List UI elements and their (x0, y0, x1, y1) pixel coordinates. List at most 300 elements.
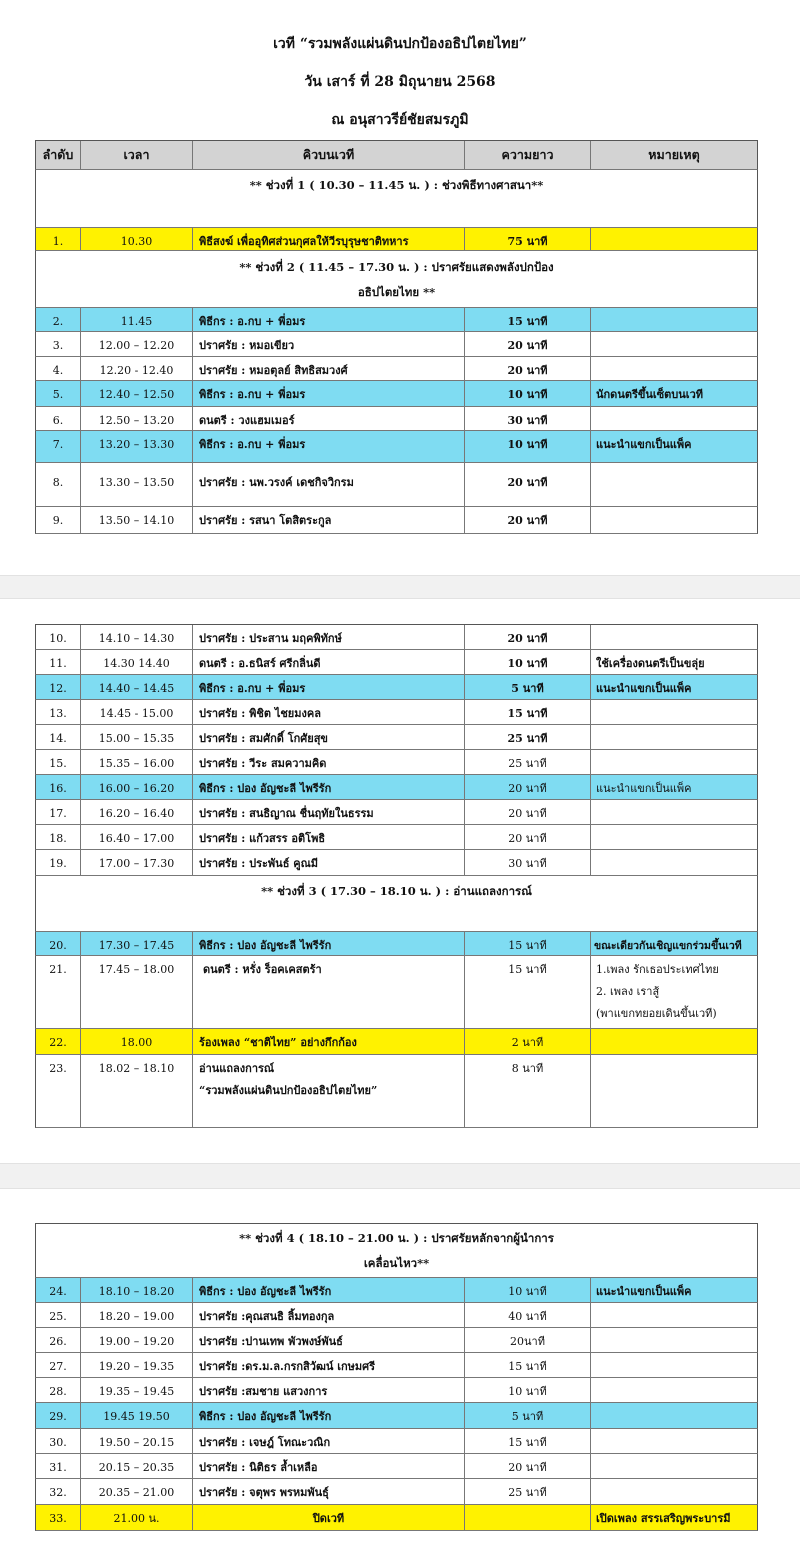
cell-note (590, 1278, 757, 1302)
cell-text: 18. (49, 832, 67, 845)
cell-order (36, 775, 80, 799)
cell-text: 75 นาที (507, 235, 548, 248)
cell-cue (192, 507, 464, 533)
cell-time (80, 1378, 192, 1402)
table-row (35, 1454, 758, 1479)
cell-time (80, 1454, 192, 1478)
cell-time (80, 775, 192, 799)
cell-time (80, 463, 192, 506)
table-row (35, 956, 758, 1029)
cell-length (464, 357, 590, 380)
cell-cue (192, 431, 464, 462)
cell-cue (192, 1403, 464, 1428)
cell-text: 8 นาที (511, 1062, 544, 1075)
cell-time (80, 332, 192, 356)
cell-length (464, 850, 590, 875)
table-row (35, 1055, 758, 1128)
cell-text: 16.20 – 16.40 (98, 807, 175, 820)
table-row (35, 1328, 758, 1353)
cell-length (464, 1303, 590, 1327)
cell-text: ปราศรัย :ดร.ม.ล.กรกสิวัฒน์ เกษมศรี (199, 1360, 376, 1373)
cell-text: ลำดับ (42, 147, 74, 162)
cell-note (590, 381, 757, 406)
cell-text: 14.45 - 15.00 (99, 707, 174, 720)
cell-text: 31. (49, 1461, 67, 1474)
cell-text: ปราศรัย : สนธิญาณ ชื่นฤทัยในธรรม (199, 807, 374, 820)
cell-order (36, 750, 80, 774)
cell-time (80, 1429, 192, 1453)
cell-text: 20 นาที (507, 339, 548, 352)
cell-text: 11. (49, 657, 67, 670)
cell-text: อ่านแถลงการณ์ (199, 1062, 275, 1075)
cell-text: 25 นาที (508, 757, 547, 770)
cell-text: 30. (49, 1436, 67, 1449)
cell-text: 4. (52, 364, 64, 377)
cell-text (596, 1328, 757, 1334)
cell-text: 14.40 – 14.45 (98, 682, 175, 695)
cell-text (596, 850, 757, 856)
cell-order (36, 1353, 80, 1377)
cell-text: 1. (52, 235, 64, 248)
cell-length (464, 1029, 590, 1054)
section-2-label: ** ช่วงที่ 2 ( 11.45 – 17.30 น. ) : ปราศรัยแสดงพลังปกป้อง (239, 260, 554, 274)
cell-text: 19.00 – 19.20 (98, 1335, 175, 1348)
cell-order (36, 1403, 80, 1428)
cell-text: ปราศรัย : นพ.วรงค์ เดชกิจวิกรม (199, 476, 354, 489)
cell-note (590, 1378, 757, 1402)
cell-text: 19.45 19.50 (103, 1410, 170, 1423)
cell-note (590, 357, 757, 380)
cell-note (590, 431, 757, 462)
cell-text: ขณะเดียวกันเชิญแขกร่วมขึ้นเวที (594, 940, 742, 952)
cell-text: 16. (49, 782, 67, 795)
cell-text (596, 825, 757, 831)
cell-cue (192, 750, 464, 774)
cell-order (36, 1505, 80, 1530)
cell-order (36, 1429, 80, 1453)
cell-text: 15 นาที (507, 707, 548, 720)
table-row (35, 675, 758, 700)
table-row (35, 228, 758, 251)
cell-note (590, 1029, 757, 1054)
cell-text: 16.40 – 17.00 (98, 832, 175, 845)
cell-text (596, 407, 757, 413)
section-3-label: ** ช่วงที่ 3 ( 17.30 – 18.10 น. ) : อ่านแถลงการณ์ (261, 884, 532, 898)
section-label-wrap (36, 170, 757, 227)
cell-cue (192, 1378, 464, 1402)
cell-text: 20 นาที (507, 476, 548, 489)
cell-order (36, 1479, 80, 1504)
cell-text: 2 นาที (511, 1036, 544, 1049)
table-row (35, 650, 758, 675)
cell-text: ความยาว (501, 147, 554, 162)
cell-time (80, 1403, 192, 1428)
cell-cue (192, 675, 464, 699)
cell-note (590, 407, 757, 430)
cell-note (590, 1454, 757, 1478)
cell-text: 14. (49, 732, 67, 745)
cell-text: 15 นาที (508, 1436, 547, 1449)
cell-text: แนะนำแขกเป็นแพ็ค (596, 1285, 692, 1298)
cell-note (590, 932, 757, 955)
cell-length (464, 825, 590, 849)
cell-order (36, 625, 80, 649)
table-row (35, 932, 758, 956)
cell-note (590, 507, 757, 533)
cell-text: 12.50 – 13.20 (98, 414, 175, 427)
cell-text: นักดนตรีขึ้นเซ็ตบนเวที (596, 388, 703, 401)
cell-text: ปราศรัย : สมศักดิ์ โกศัยสุข (199, 732, 328, 745)
cell-time (80, 507, 192, 533)
section-1-label: ** ช่วงที่ 1 ( 10.30 – 11.45 น. ) : ช่วงพิธีทางศาสนา** (249, 178, 544, 192)
cell-order (36, 1303, 80, 1327)
table-row (35, 850, 758, 876)
cell-text: พิธีกร : อ.กบ + พี่อมร (199, 438, 306, 451)
cell-text: พิธีกร : อ.กบ + พี่อมร (199, 315, 306, 328)
cell-text: 13.50 – 14.10 (98, 514, 175, 527)
cell-text: 15. (49, 757, 67, 770)
table-row (35, 1378, 758, 1403)
cell-text: พิธีกร : ปอง อัญชะลี ไพรีรัก (199, 1410, 332, 1423)
cell-text (596, 1403, 757, 1409)
cell-text: “รวมพลังแผ่นดินปกป้องอธิปไตยไทย” (199, 1084, 378, 1097)
cell-text: ปราศรัย : ประพันธ์ คูณมี (199, 857, 319, 870)
cell-text (596, 357, 757, 363)
cell-text: ร้องเพลง “ชาติไทย” อย่างกึกก้อง (199, 1036, 357, 1049)
cell-length (464, 750, 590, 774)
cell-length (464, 625, 590, 649)
section-row-2 (35, 251, 758, 308)
cell-text: 20 นาที (508, 807, 547, 820)
section-2-label-cont: อธิปไตยไทย ** (357, 285, 436, 299)
cell-cue (192, 956, 464, 1028)
cell-note (590, 1303, 757, 1327)
column-header-cue (192, 141, 464, 169)
cell-length (464, 381, 590, 406)
cell-length (464, 800, 590, 824)
cell-text: 1.เพลง รักเธอประเทศไทย (596, 963, 719, 976)
cell-cue (192, 308, 464, 331)
cell-note (590, 775, 757, 799)
cell-text (596, 1454, 757, 1460)
cell-text: ปราศรัย : พิชิต ไชยมงคล (199, 707, 321, 720)
cell-order (36, 825, 80, 849)
cell-text: 10 นาที (507, 388, 548, 401)
cell-cue (192, 1029, 464, 1054)
cell-text: 13. (49, 707, 67, 720)
cell-length (464, 1429, 590, 1453)
table-row (35, 750, 758, 775)
cell-text: ปราศรัย : นิติธร ล้ำเหลือ (199, 1461, 318, 1474)
cell-cue (192, 700, 464, 724)
cell-order (36, 332, 80, 356)
cell-time (80, 357, 192, 380)
cell-cue (192, 1278, 464, 1302)
section-label-wrap (36, 251, 757, 307)
cell-text: 19. (49, 857, 67, 870)
cell-note (590, 750, 757, 774)
cell-time (80, 1303, 192, 1327)
table-header-row (35, 140, 758, 170)
cell-note (590, 1479, 757, 1504)
cell-text: 27. (49, 1360, 67, 1373)
cell-cue (192, 725, 464, 749)
cell-order (36, 1378, 80, 1402)
cell-text: 24. (49, 1285, 67, 1298)
cell-text: พิธีกร : อ.กบ + พี่อมร (199, 388, 306, 401)
cell-text: แนะนำแขกเป็นแพ็ค (596, 782, 692, 795)
cell-length (464, 775, 590, 799)
table-row (35, 357, 758, 381)
cell-text: 25. (49, 1310, 67, 1323)
cell-text: ดนตรี : หรั่ง ร็อคเคสตร้า (203, 963, 322, 976)
cell-text (596, 725, 757, 731)
table-row (35, 624, 758, 650)
cell-cue (192, 775, 464, 799)
cell-order (36, 800, 80, 824)
cell-note (590, 1353, 757, 1377)
cell-note (590, 1328, 757, 1352)
cell-time (80, 800, 192, 824)
column-header-no (36, 141, 80, 169)
cell-length (464, 725, 590, 749)
cell-text: 25 นาที (508, 1486, 547, 1499)
cell-text: 20 นาที (508, 1461, 547, 1474)
cell-note (590, 825, 757, 849)
cell-order (36, 463, 80, 506)
cell-text: 28. (49, 1385, 67, 1398)
cell-note (590, 1429, 757, 1453)
cell-order (36, 308, 80, 331)
cell-text: หมายเหตุ (648, 147, 700, 162)
cell-time (80, 725, 192, 749)
cell-length (464, 650, 590, 674)
cell-text: ดนตรี : อ.ธนิสร์ ศรีกลิ่นดี (199, 657, 321, 670)
cell-note (590, 725, 757, 749)
cell-text: 26. (49, 1335, 67, 1348)
cell-text: พิธีกร : อ.กบ + พี่อมร (199, 682, 306, 695)
cell-text: 20.35 – 21.00 (98, 1486, 175, 1499)
cell-text: 2. เพลง เราสู้ (596, 985, 660, 998)
cell-order (36, 932, 80, 955)
cell-order (36, 381, 80, 406)
cell-text: ปราศรัย : ประสาน มฤคพิทักษ์ (199, 632, 342, 645)
cell-text: ปราศรัย : หมอตุลย์ สิทธิสมวงศ์ (199, 364, 348, 377)
cell-order (36, 850, 80, 875)
cell-cue (192, 825, 464, 849)
cell-cue (192, 357, 464, 380)
cell-text: 13.20 – 13.30 (98, 438, 175, 451)
cell-text: 10. (49, 632, 67, 645)
table-row (35, 507, 758, 534)
cell-text: 16.00 – 16.20 (98, 782, 175, 795)
cell-text: 33. (49, 1512, 67, 1525)
cell-text: 22. (49, 1036, 67, 1049)
table-row (35, 332, 758, 357)
cell-time (80, 625, 192, 649)
cell-text: 18.00 (120, 1036, 153, 1049)
cell-text: 12.40 – 12.50 (98, 388, 175, 401)
cell-text: 20นาที (510, 1335, 545, 1348)
cell-order (36, 725, 80, 749)
table-row (35, 1429, 758, 1454)
cell-text: 18.10 – 18.20 (98, 1285, 175, 1298)
cell-text: ปราศรัย : รสนา โตสิตระกูล (199, 514, 332, 527)
cell-text: ใช้เครื่องดนตรีเป็นขลุ่ย (596, 657, 705, 670)
cell-length (464, 1479, 590, 1504)
table-row (35, 725, 758, 750)
cell-text: 5 นาที (511, 1410, 544, 1423)
table-row (35, 1353, 758, 1378)
cell-text: พิธีกร : ปอง อัญชะลี ไพรีรัก (199, 1285, 332, 1298)
cell-length (464, 1505, 590, 1530)
section-4-label-cont: เคลื่อนไหว** (363, 1256, 430, 1270)
document-title: เวที “รวมพลังแผ่นดินปกป้องอธิปไตยไทย” (273, 36, 527, 52)
cell-text: ดนตรี : วงแฮมเมอร์ (199, 414, 295, 427)
cell-note (590, 956, 757, 1028)
cell-text (596, 507, 757, 513)
cell-text: เวลา (123, 147, 150, 162)
cell-text (596, 228, 757, 234)
cell-order (36, 1454, 80, 1478)
cell-time (80, 956, 192, 1028)
cell-time (80, 1055, 192, 1127)
cell-text (596, 1429, 757, 1435)
cell-time (80, 431, 192, 462)
cell-cue (192, 332, 464, 356)
table-row (35, 1303, 758, 1328)
cell-text: 5 นาที (511, 682, 544, 695)
cell-text: 19.35 – 19.45 (98, 1385, 175, 1398)
cell-length (464, 228, 590, 250)
cell-text: 17.00 – 17.30 (98, 857, 175, 870)
cell-text: 15 นาที (507, 315, 548, 328)
cell-cue (192, 228, 464, 250)
cell-text (596, 1353, 757, 1359)
cell-order (36, 700, 80, 724)
cell-order (36, 357, 80, 380)
cell-text: ปิดเวที (312, 1512, 345, 1525)
cell-length (464, 1328, 590, 1352)
cell-length (464, 507, 590, 533)
cell-text: คิวบนเวที (302, 147, 355, 162)
cell-text (596, 1378, 757, 1384)
cell-text: แนะนำแขกเป็นแพ็ค (596, 682, 692, 695)
cell-time (80, 1505, 192, 1530)
cell-length (464, 956, 590, 1028)
cell-order (36, 407, 80, 430)
cell-text: 15.00 – 15.35 (98, 732, 175, 745)
cell-text: 40 นาที (508, 1310, 547, 1323)
cell-note (590, 675, 757, 699)
cell-text: 20 นาที (507, 514, 548, 527)
cell-text (596, 308, 757, 314)
cell-text: แนะนำแขกเป็นแพ็ค (596, 438, 692, 451)
cell-text: 10.30 (120, 235, 153, 248)
cell-text: 9. (52, 514, 64, 527)
cell-time (80, 675, 192, 699)
cell-text: 30 นาที (507, 414, 548, 427)
cell-cue (192, 650, 464, 674)
cell-order (36, 228, 80, 250)
cell-text: 15.35 – 16.00 (98, 757, 175, 770)
page-separator (0, 1163, 800, 1189)
table-row (35, 825, 758, 850)
cell-text: 25 นาที (507, 732, 548, 745)
cell-text: 10 นาที (507, 438, 548, 451)
cell-cue (192, 463, 464, 506)
cell-text (596, 1055, 757, 1061)
section-row-4 (35, 1223, 758, 1278)
cell-length (464, 1055, 590, 1127)
cell-cue (192, 1353, 464, 1377)
table-row (35, 1479, 758, 1505)
cell-note (590, 308, 757, 331)
cell-order (36, 1328, 80, 1352)
cell-text (465, 1505, 590, 1511)
cell-time (80, 932, 192, 955)
cell-length (464, 1454, 590, 1478)
cell-time (80, 1278, 192, 1302)
cell-cue (192, 800, 464, 824)
cell-text: 20 นาที (508, 782, 547, 795)
cell-time (80, 750, 192, 774)
section-row-1 (35, 170, 758, 228)
cell-cue (192, 1055, 464, 1127)
cell-time (80, 825, 192, 849)
cell-text (596, 700, 757, 706)
cell-cue (192, 1454, 464, 1478)
table-row (35, 775, 758, 800)
cell-text (596, 750, 757, 756)
cell-note (590, 625, 757, 649)
cell-length (464, 1378, 590, 1402)
cell-text: ปราศรัย :ปานเทพ พัวพงษ์พันธ์ (199, 1335, 343, 1348)
cell-order (36, 431, 80, 462)
cell-text: 15 นาที (508, 939, 547, 952)
cell-order (36, 956, 80, 1028)
cell-text: 15 นาที (508, 1360, 547, 1373)
table-row (35, 1403, 758, 1429)
section-label-wrap (36, 876, 757, 931)
cell-cue (192, 1328, 464, 1352)
cell-text: 12. (49, 682, 67, 695)
cell-text: (พาแขกทยอยเดินขึ้นเวที) (596, 1007, 717, 1020)
section-label-wrap (36, 1224, 757, 1277)
table-row (35, 407, 758, 431)
cell-text: พิธีกร : ปอง อัญชะลี ไพรีรัก (199, 782, 332, 795)
cell-time (80, 308, 192, 331)
cell-length (464, 1278, 590, 1302)
cell-text: พิธีสงฆ์ เพื่ออุทิศส่วนกุศลให้วีรบุรุษชาติทหาร (199, 235, 409, 248)
cell-length (464, 1353, 590, 1377)
cell-text: ปราศรัย : แก้วสรร อติโพธิ (199, 832, 326, 845)
cell-note (590, 850, 757, 875)
cell-text: 10 นาที (508, 1285, 547, 1298)
cell-text: 15 นาที (508, 963, 547, 976)
cell-text: 20 นาที (508, 832, 547, 845)
cell-cue (192, 1429, 464, 1453)
cell-text: 12.00 – 12.20 (98, 339, 175, 352)
cell-text: 7. (52, 438, 64, 451)
cell-order (36, 675, 80, 699)
cell-text: 3. (52, 339, 64, 352)
cell-note (590, 1055, 757, 1127)
cell-time (80, 1353, 192, 1377)
cell-text: 14.30 14.40 (103, 657, 170, 670)
table-row (35, 463, 758, 507)
cell-text: 17. (49, 807, 67, 820)
